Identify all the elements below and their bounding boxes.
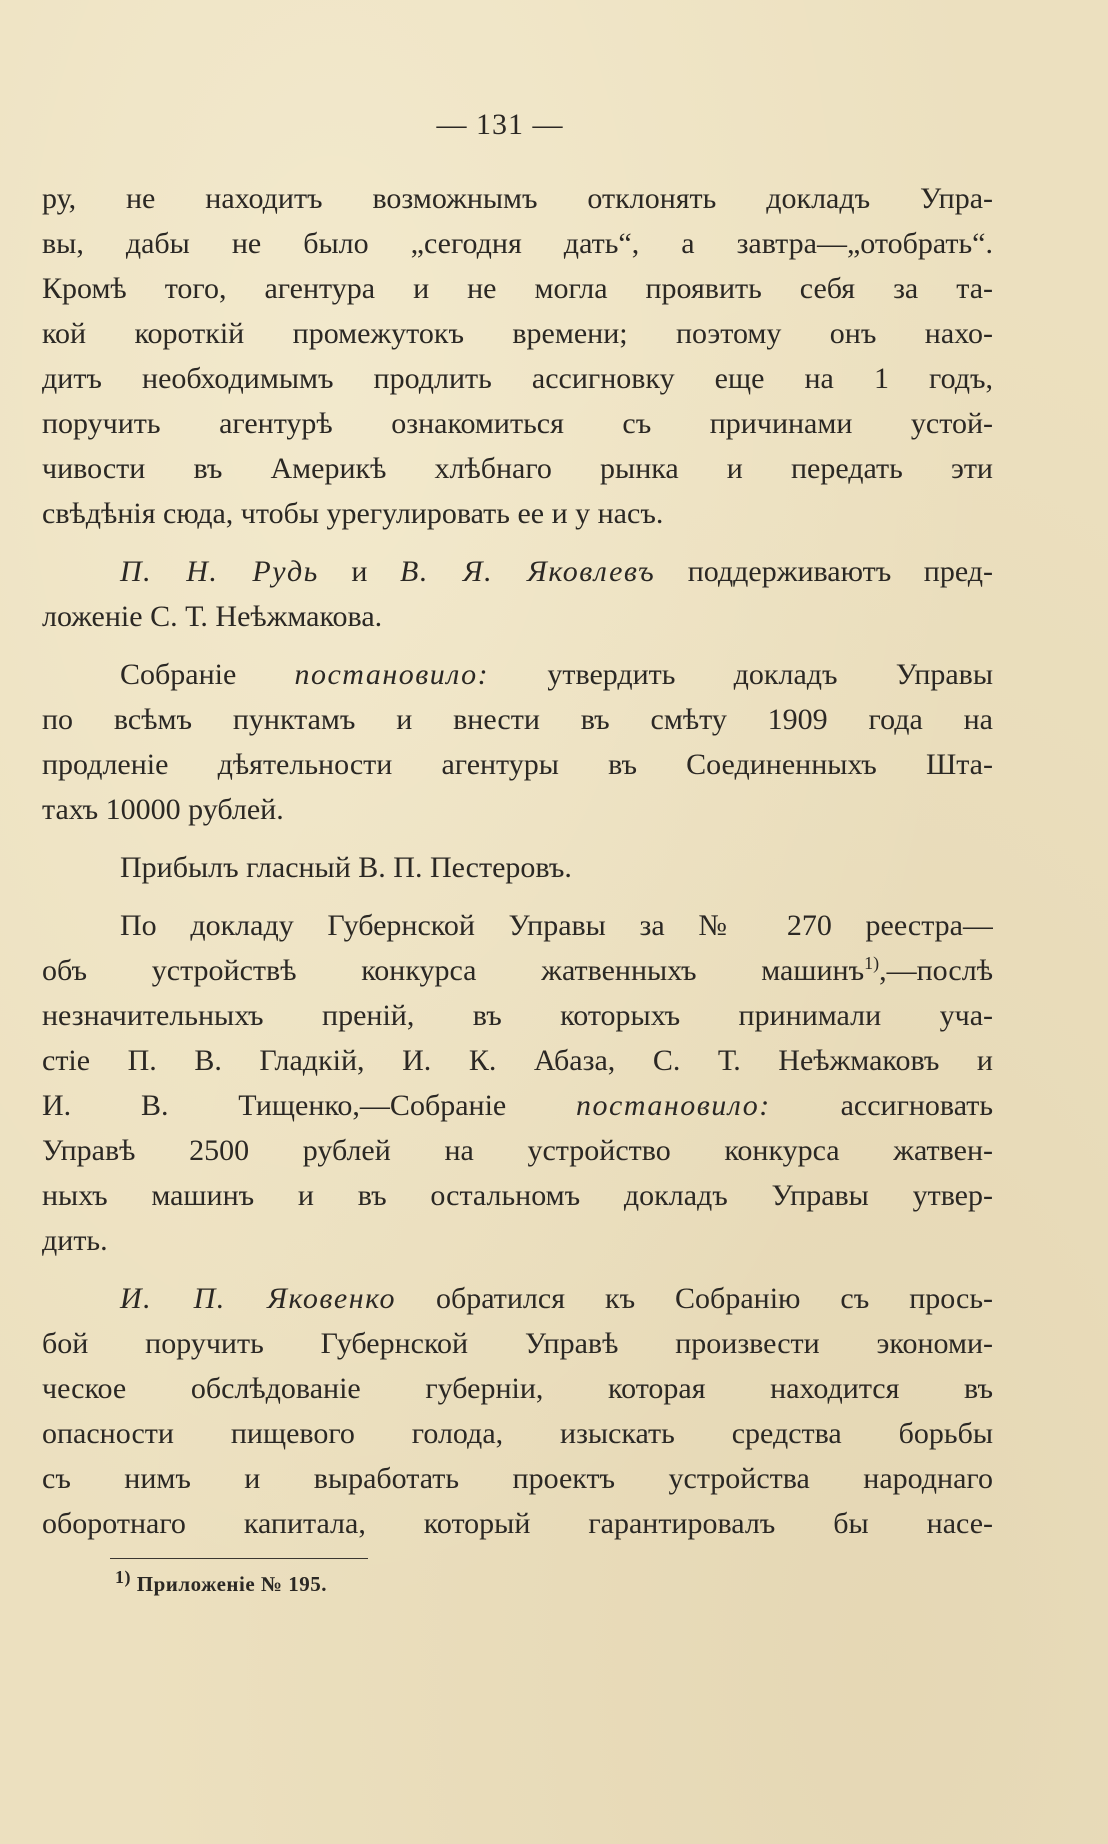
text-line: ложеніе С. Т. Неѣжмакова. [42,600,383,633]
footnote-marker: 1) [115,1567,131,1587]
text-run: объ устройствѣ конкурса жатвенныхъ машинъ [42,954,865,987]
text-line: поручить агентурѣ ознакомиться съ причинами устой- [42,407,993,440]
text-line: съ нимъ и выработать проектъ устройства народнаго [42,1462,993,1495]
text-line: чивости въ Америкѣ хлѣбнаго рынка и передать эти [42,452,993,485]
text-line [42,652,993,697]
page-number: — 131 — [436,108,564,141]
text-line: свѣдѣнія сюда, чтобы урегулировать ее и у насъ. [42,497,664,530]
text-line: опасности пищевого голода, изыскать средства борьбы [42,1417,993,1450]
text-line [42,1083,993,1128]
text-line: стіе П. В. Гладкій, И. К. Абаза, С. Т. Неѣжмаковъ и [42,1044,993,1077]
paragraph-1 [42,176,993,536]
text-run: поддерживаютъ пред- [687,555,993,588]
text-run: обратился къ Собранію съ прось- [435,1282,993,1315]
text-line: Кромѣ того, агентура и не могла проявить себя за та- [42,272,993,305]
footnote-ref: 1) [864,953,880,973]
paragraph-5 [42,903,993,1263]
paragraph-6 [42,1276,993,1546]
text-line: ныхъ машинъ и въ остальномъ докладъ Управы утвер- [42,1179,993,1212]
paragraph-2 [42,549,993,639]
text-line: тахъ 10000 рублей. [42,793,284,826]
text-line: бой поручить Губернской Управѣ произвести экономи- [42,1327,993,1360]
text-line: ру, не находитъ возможнымъ отклонять докладъ Упра- [42,182,993,215]
text-run: Собраніе [120,658,237,691]
conjunction: и [351,555,368,588]
text-line: по всѣмъ пунктамъ и внести въ смѣту 1909 года на [42,703,993,736]
text-run: И. В. Тищенко,—Собраніе [42,1089,507,1122]
text-line: По докладу Губернской Управы за № 270 реестра— [120,909,993,942]
speaker-name: И. П. Яковенко [120,1282,396,1315]
text-line: незначительныхъ преній, въ которыхъ принимали уча- [42,999,993,1032]
text-line: ческое обслѣдованіе губерніи, которая находится въ [42,1372,993,1405]
footnote [115,1567,328,1597]
paragraph-3 [42,652,993,832]
body-text [42,176,993,1559]
speaker-name: П. Н. Рудь [120,555,319,588]
text-line: продленіе дѣятельности агентуры въ Соединенныхъ Шта- [42,748,993,781]
text-line: оборотнаго капитала, который гарантировалъ бы насе- [42,1507,993,1540]
text-run: утвердить докладъ Управы [547,658,993,691]
text-line: вы, дабы не было „сегодня дать“, а завтра—„отобрать“. [42,227,993,260]
text-line: Прибылъ гласный В. П. Пестеровъ. [120,851,572,884]
paragraph-4 [42,845,993,890]
text-line: Управѣ 2500 рублей на устройство конкурса жатвен- [42,1134,993,1167]
speaker-name: В. Я. Яковлевъ [400,555,656,588]
text-line: дитъ необходимымъ продлить ассигновку еще на 1 годъ, [42,362,993,395]
resolution-word: постановило: [576,1089,771,1122]
text-line: кой короткій промежутокъ времени; поэтому онъ нахо- [42,317,993,350]
text-run: ,—послѣ [879,954,993,987]
text-line [42,1276,993,1321]
resolution-word: постановило: [294,658,490,691]
text-run: ассигновать [840,1089,993,1122]
footnote-text: Приложеніе № 195. [136,1572,328,1596]
text-line [42,948,993,993]
text-line: дить. [42,1224,108,1257]
footnote-divider [110,1558,368,1559]
text-line [42,549,993,594]
